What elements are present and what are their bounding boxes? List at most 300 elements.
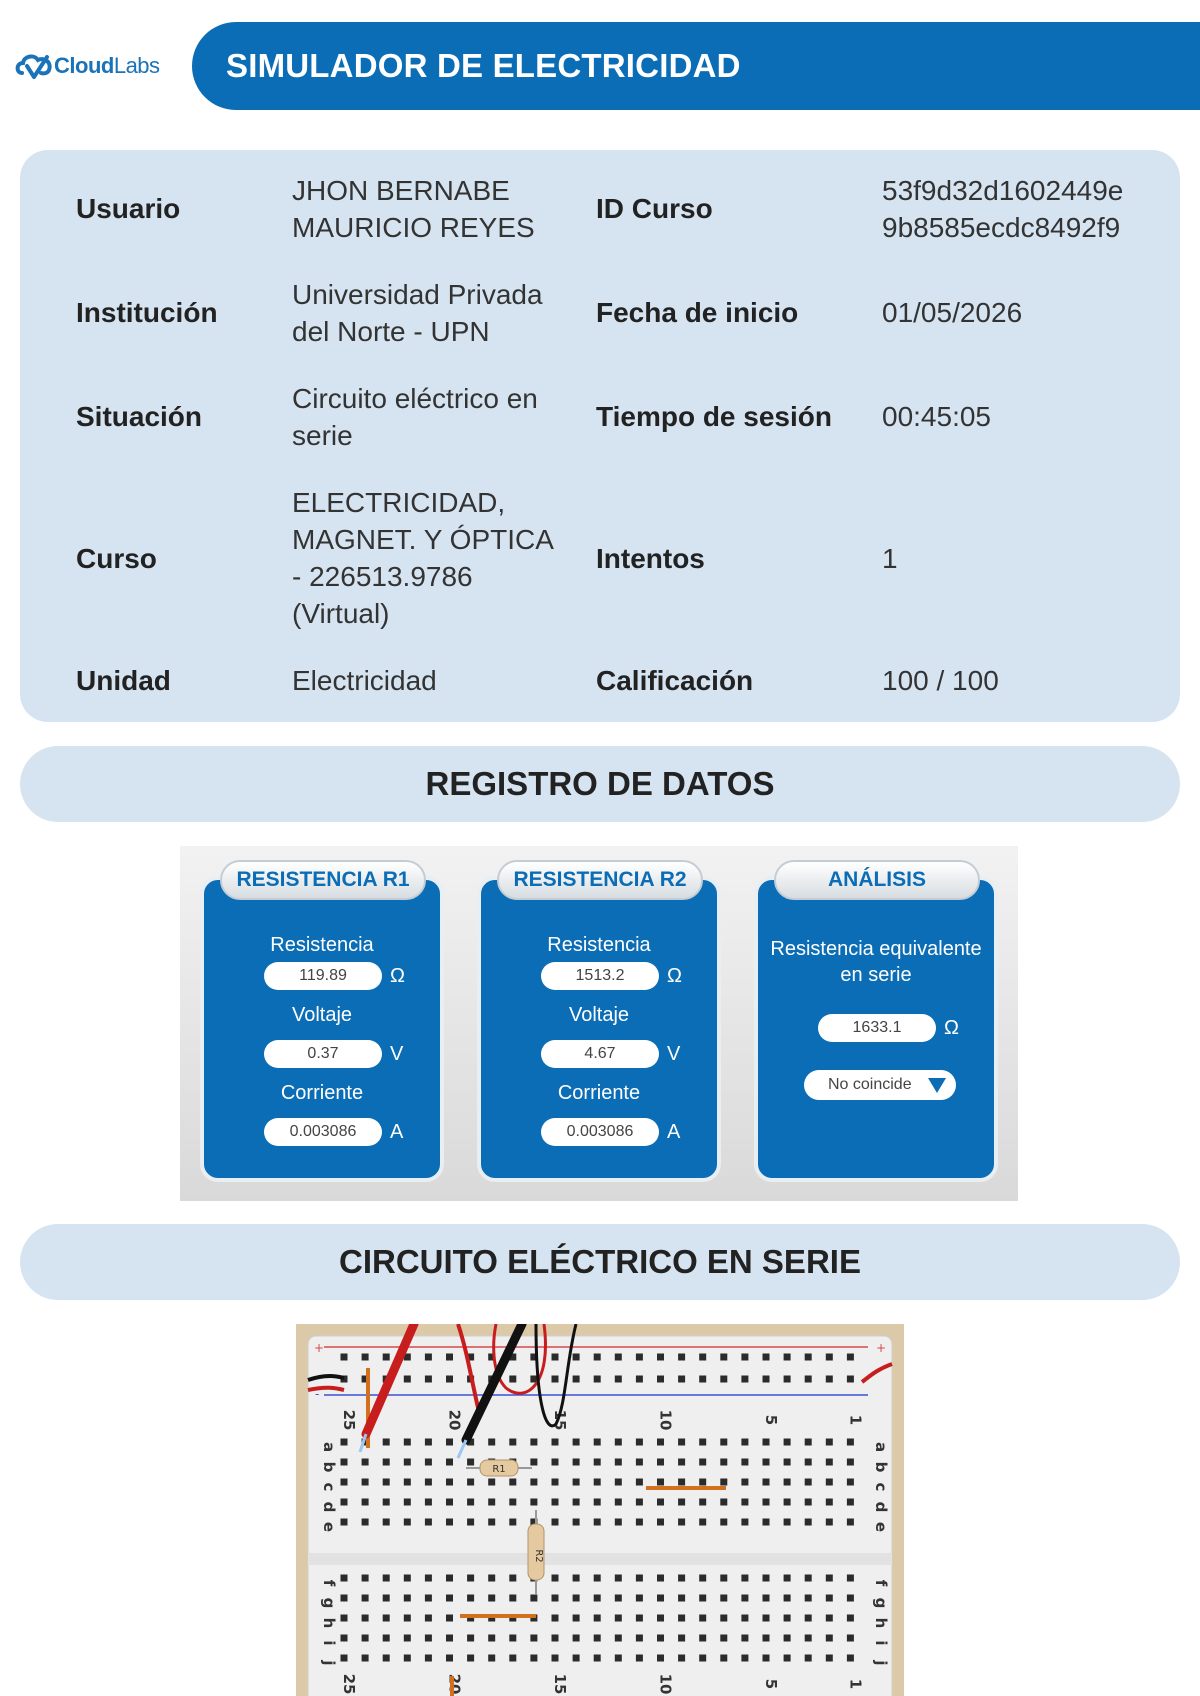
breadboard-hole (552, 1635, 559, 1642)
column-number-bottom: 25 (340, 1673, 358, 1695)
r2-resistencia-input[interactable]: 1513.2 (541, 962, 659, 990)
breadboard-hole (573, 1439, 580, 1446)
breadboard-hole (657, 1479, 664, 1486)
breadboard-hole (404, 1439, 411, 1446)
negative-rail-mark: - (315, 1387, 320, 1401)
breadboard-hole (741, 1615, 748, 1622)
breadboard-hole (720, 1519, 727, 1526)
breadboard-hole (805, 1354, 812, 1361)
cloudlabs-logo (14, 46, 174, 86)
column-number-bottom: 5 (762, 1678, 780, 1690)
breadboard-hole (530, 1655, 537, 1662)
breadboard-hole (826, 1354, 833, 1361)
breadboard-hole (805, 1376, 812, 1383)
breadboard-hole (784, 1595, 791, 1602)
breadboard-hole (741, 1499, 748, 1506)
breadboard-hole (699, 1439, 706, 1446)
breadboard-hole (720, 1439, 727, 1446)
breadboard-hole (530, 1595, 537, 1602)
breadboard-hole (446, 1519, 453, 1526)
row-letter-left: g (320, 1597, 338, 1609)
breadboard-hole (383, 1595, 390, 1602)
breadboard-hole (826, 1376, 833, 1383)
breadboard-hole (741, 1376, 748, 1383)
r2-corriente-label: Corriente (557, 1082, 641, 1104)
breadboard-hole (720, 1595, 727, 1602)
breadboard-hole (552, 1575, 559, 1582)
breadboard-hole (467, 1519, 474, 1526)
breadboard-hole (784, 1615, 791, 1622)
breadboard-hole (847, 1635, 854, 1642)
breadboard-hole (509, 1439, 516, 1446)
breadboard-hole (636, 1376, 643, 1383)
breadboard-hole (826, 1575, 833, 1582)
intentos-value: 1 (882, 543, 898, 574)
cloudlabs-logo-icon (14, 49, 56, 83)
breadboard-hole (552, 1595, 559, 1602)
row-letter-right: g (872, 1597, 890, 1609)
row-letter-right: i (872, 1640, 890, 1646)
breadboard-hole (341, 1519, 348, 1526)
breadboard-hole (699, 1459, 706, 1466)
breadboard-hole (488, 1479, 495, 1486)
row-letter-right: e (872, 1521, 890, 1533)
breadboard-hole (341, 1635, 348, 1642)
breadboard-hole (530, 1635, 537, 1642)
analisis-ohm-unit: Ω (944, 1017, 959, 1039)
breadboard-hole (404, 1519, 411, 1526)
r2-amp-unit: A (667, 1121, 681, 1143)
breadboard-hole (805, 1459, 812, 1466)
breadboard-hole (446, 1595, 453, 1602)
breadboard-hole (763, 1519, 770, 1526)
breadboard-hole (509, 1499, 516, 1506)
breadboard-hole (678, 1479, 685, 1486)
breadboard-hole (362, 1595, 369, 1602)
chevron-down-icon (926, 1075, 948, 1095)
breadboard-hole (636, 1655, 643, 1662)
row-letter-left: b (320, 1461, 338, 1473)
breadboard-hole (467, 1595, 474, 1602)
institucion-label: Institución (76, 297, 218, 328)
breadboard-hole (699, 1575, 706, 1582)
breadboard-hole (467, 1655, 474, 1662)
breadboard-hole (847, 1459, 854, 1466)
breadboard-hole (573, 1479, 580, 1486)
breadboard-hole (657, 1615, 664, 1622)
breadboard-hole (763, 1479, 770, 1486)
red-wire-left (308, 1388, 344, 1390)
column-number-top: 10 (656, 1409, 675, 1431)
unidad-value: Electricidad (292, 665, 437, 696)
breadboard-hole (509, 1376, 516, 1383)
breadboard-hole (341, 1595, 348, 1602)
breadboard-hole (446, 1459, 453, 1466)
breadboard-hole (446, 1655, 453, 1662)
breadboard-hole (362, 1354, 369, 1361)
breadboard-hole (341, 1655, 348, 1662)
breadboard-hole (678, 1635, 685, 1642)
breadboard-hole (826, 1439, 833, 1446)
breadboard-hole (425, 1376, 432, 1383)
breadboard-hole (383, 1499, 390, 1506)
column-number-top: 15 (551, 1409, 569, 1431)
breadboard-hole (573, 1499, 580, 1506)
breadboard-hole (699, 1615, 706, 1622)
breadboard-hole (741, 1519, 748, 1526)
breadboard-hole (805, 1499, 812, 1506)
breadboard-hole (720, 1376, 727, 1383)
row-letter-right: b (872, 1461, 890, 1473)
breadboard-hole (509, 1635, 516, 1642)
calificacion-value: 100 / 100 (882, 665, 999, 696)
breadboard-hole (341, 1459, 348, 1466)
breadboard-hole (741, 1595, 748, 1602)
breadboard-hole (404, 1499, 411, 1506)
breadboard-hole (425, 1635, 432, 1642)
breadboard-hole (763, 1595, 770, 1602)
r1-voltaje-input[interactable]: 0.37 (264, 1040, 382, 1068)
breadboard-hole (552, 1376, 559, 1383)
data-register-panel (180, 846, 1018, 1201)
breadboard-hole (847, 1575, 854, 1582)
breadboard-hole (763, 1615, 770, 1622)
situacion-value: Circuito eléctrico en serie (292, 383, 538, 451)
breadboard-canvas (296, 1324, 904, 1696)
breadboard-hole (552, 1459, 559, 1466)
column-number-bottom: 1 (846, 1678, 865, 1690)
breadboard-hole (509, 1655, 516, 1662)
breadboard-hole (446, 1439, 453, 1446)
row-letter-left: h (320, 1617, 338, 1629)
breadboard-hole (552, 1519, 559, 1526)
breadboard-hole (699, 1499, 706, 1506)
breadboard-hole (636, 1635, 643, 1642)
breadboard-hole (446, 1376, 453, 1383)
breadboard-hole (425, 1354, 432, 1361)
r1-voltaje-label: Voltaje (291, 1004, 353, 1026)
breadboard-hole (425, 1499, 432, 1506)
column-number-bottom: 15 (551, 1673, 569, 1695)
breadboard-hole (763, 1439, 770, 1446)
breadboard-hole (784, 1655, 791, 1662)
row-letter-left: d (320, 1501, 338, 1513)
breadboard-hole (383, 1575, 390, 1582)
logo-wordmark: CloudLabs (54, 53, 160, 78)
breadboard-hole (573, 1615, 580, 1622)
breadboard-hole (467, 1479, 474, 1486)
breadboard-hole (636, 1439, 643, 1446)
breadboard-hole (657, 1354, 664, 1361)
breadboard-hole (847, 1499, 854, 1506)
breadboard-hole (657, 1439, 664, 1446)
row-letter-left: j (320, 1660, 338, 1666)
breadboard-hole (826, 1499, 833, 1506)
breadboard-hole (404, 1575, 411, 1582)
breadboard-hole (805, 1635, 812, 1642)
breadboard-hole (404, 1479, 411, 1486)
breadboard-hole (720, 1354, 727, 1361)
breadboard-hole (594, 1615, 601, 1622)
breadboard-hole (573, 1519, 580, 1526)
breadboard-hole (425, 1459, 432, 1466)
column-number-top: 1 (846, 1414, 865, 1426)
breadboard-hole (657, 1519, 664, 1526)
breadboard-hole (341, 1439, 348, 1446)
analisis-tab[interactable]: ANÁLISIS (774, 860, 980, 900)
breadboard-hole (678, 1575, 685, 1582)
breadboard-hole (805, 1575, 812, 1582)
breadboard-hole (741, 1635, 748, 1642)
registro-section-header: REGISTRO DE DATOS (20, 746, 1180, 822)
breadboard-hole (383, 1459, 390, 1466)
analisis-card (754, 868, 998, 1182)
breadboard-hole (805, 1655, 812, 1662)
header-bar (192, 22, 1200, 110)
breadboard-hole (467, 1635, 474, 1642)
breadboard-hole (425, 1595, 432, 1602)
breadboard-hole (763, 1354, 770, 1361)
breadboard-hole (741, 1459, 748, 1466)
breadboard-hole (784, 1354, 791, 1361)
circuito-section-header: CIRCUITO ELÉCTRICO EN SERIE (20, 1224, 1180, 1300)
institucion-value: Universidad Privada del Norte - UPN (292, 279, 543, 347)
breadboard-hole (383, 1354, 390, 1361)
breadboard-hole (847, 1479, 854, 1486)
breadboard-hole (741, 1655, 748, 1662)
unidad-label: Unidad (76, 665, 171, 696)
breadboard-hole (509, 1519, 516, 1526)
breadboard-hole (573, 1575, 580, 1582)
breadboard-hole (341, 1615, 348, 1622)
breadboard-hole (594, 1499, 601, 1506)
tiempo-sesion-value: 00:45:05 (882, 401, 991, 432)
r1-ohm-unit: Ω (390, 965, 405, 987)
breadboard-hole (573, 1376, 580, 1383)
column-number-bottom: 20 (445, 1673, 464, 1695)
breadboard-hole (552, 1615, 559, 1622)
breadboard-hole (657, 1655, 664, 1662)
breadboard-hole (530, 1479, 537, 1486)
breadboard-hole (636, 1615, 643, 1622)
breadboard-hole (826, 1615, 833, 1622)
breadboard-hole (741, 1439, 748, 1446)
resistencia-r1-tab[interactable]: RESISTENCIA R1 (220, 860, 426, 900)
breadboard-hole (699, 1376, 706, 1383)
breadboard-hole (341, 1575, 348, 1582)
breadboard-hole (552, 1479, 559, 1486)
breadboard-hole (362, 1499, 369, 1506)
page-title: SIMULADOR DE ELECTRICIDAD (226, 47, 741, 84)
resistencia-r2-tab[interactable]: RESISTENCIA R2 (497, 860, 703, 900)
breadboard-hole (678, 1354, 685, 1361)
breadboard-hole (784, 1519, 791, 1526)
breadboard-hole (805, 1615, 812, 1622)
breadboard-hole (383, 1439, 390, 1446)
breadboard-hole (805, 1595, 812, 1602)
breadboard-hole (594, 1655, 601, 1662)
breadboard-hole (720, 1635, 727, 1642)
session-info-panel (20, 150, 1180, 722)
fecha-inicio-label: Fecha de inicio (596, 297, 799, 328)
breadboard-hole (509, 1479, 516, 1486)
breadboard-hole (826, 1635, 833, 1642)
breadboard-hole (763, 1499, 770, 1506)
breadboard-hole (826, 1459, 833, 1466)
row-letter-left: e (320, 1521, 338, 1533)
breadboard-hole (404, 1615, 411, 1622)
breadboard-hole (615, 1655, 622, 1662)
breadboard-hole (509, 1575, 516, 1582)
breadboard-hole (636, 1499, 643, 1506)
breadboard-hole (362, 1615, 369, 1622)
breadboard-hole (425, 1575, 432, 1582)
breadboard-hole (362, 1519, 369, 1526)
row-letter-right: d (872, 1501, 890, 1513)
breadboard-hole (784, 1376, 791, 1383)
r1-resistencia-label: Resistencia (270, 934, 374, 956)
id-curso-value: 53f9d32d1602449e 9b8585ecdc8492f9 (882, 175, 1124, 243)
breadboard-hole (784, 1459, 791, 1466)
r1-label: R1 (492, 1464, 506, 1475)
row-letter-left: c (320, 1482, 338, 1492)
breadboard-hole (573, 1459, 580, 1466)
breadboard-hole (446, 1499, 453, 1506)
breadboard-hole (636, 1519, 643, 1526)
curso-value: ELECTRICIDAD, MAGNET. Y ÓPTICA - 226513.9786 (Virtual) (292, 487, 554, 629)
breadboard-hole (530, 1439, 537, 1446)
breadboard-hole (847, 1439, 854, 1446)
breadboard-hole (530, 1499, 537, 1506)
center-channel (308, 1553, 892, 1565)
breadboard-hole (826, 1595, 833, 1602)
breadboard-hole (720, 1459, 727, 1466)
breadboard-hole (404, 1635, 411, 1642)
breadboard-hole (741, 1575, 748, 1582)
breadboard-hole (383, 1479, 390, 1486)
breadboard-hole (720, 1655, 727, 1662)
positive-rail-mark-right: + (876, 1341, 887, 1355)
breadboard-hole (784, 1439, 791, 1446)
breadboard-hole (657, 1459, 664, 1466)
breadboard-hole (699, 1519, 706, 1526)
breadboard-body (308, 1336, 892, 1696)
breadboard-hole (446, 1479, 453, 1486)
breadboard-hole (509, 1595, 516, 1602)
r2-ohm-unit: Ω (667, 965, 682, 987)
breadboard-hole (488, 1575, 495, 1582)
breadboard-hole (657, 1575, 664, 1582)
breadboard-hole (467, 1499, 474, 1506)
r1-volt-unit: V (390, 1043, 404, 1065)
breadboard-hole (383, 1519, 390, 1526)
breadboard[interactable] (296, 1324, 904, 1696)
breadboard-hole (552, 1354, 559, 1361)
row-letter-left: i (320, 1640, 338, 1646)
column-number-top: 25 (340, 1409, 358, 1431)
breadboard-hole (488, 1439, 495, 1446)
breadboard-hole (552, 1655, 559, 1662)
breadboard-hole (826, 1655, 833, 1662)
r1-corriente-label: Corriente (280, 1082, 364, 1104)
r2-corriente-input[interactable]: 0.003086 (541, 1118, 659, 1146)
breadboard-hole (446, 1354, 453, 1361)
column-number-top: 5 (762, 1414, 780, 1426)
breadboard-hole (341, 1499, 348, 1506)
breadboard-hole (594, 1439, 601, 1446)
breadboard-hole (615, 1479, 622, 1486)
breadboard-hole (383, 1655, 390, 1662)
breadboard-hole (615, 1595, 622, 1602)
breadboard-hole (699, 1354, 706, 1361)
breadboard-hole (615, 1635, 622, 1642)
breadboard-hole (362, 1575, 369, 1582)
breadboard-hole (826, 1519, 833, 1526)
breadboard-hole (615, 1439, 622, 1446)
breadboard-hole (615, 1575, 622, 1582)
breadboard-hole (573, 1635, 580, 1642)
breadboard-hole (805, 1519, 812, 1526)
resistencia-equivalente-input[interactable]: 1633.1 (818, 1014, 936, 1042)
r2-resistencia-label: Resistencia (547, 934, 651, 956)
breadboard-hole (467, 1575, 474, 1582)
breadboard-hole (362, 1459, 369, 1466)
breadboard-hole (573, 1655, 580, 1662)
breadboard-hole (636, 1354, 643, 1361)
breadboard-hole (446, 1615, 453, 1622)
breadboard-hole (636, 1595, 643, 1602)
breadboard-hole (615, 1615, 622, 1622)
breadboard-hole (404, 1459, 411, 1466)
r1-corriente-input[interactable]: 0.003086 (264, 1118, 382, 1146)
breadboard-hole (636, 1479, 643, 1486)
breadboard-hole (678, 1519, 685, 1526)
breadboard-hole (425, 1439, 432, 1446)
breadboard-hole (826, 1479, 833, 1486)
tiempo-sesion-label: Tiempo de sesión (596, 401, 832, 432)
id-curso-label: ID Curso (596, 193, 713, 224)
row-letter-right: h (872, 1617, 890, 1629)
breadboard-hole (805, 1479, 812, 1486)
breadboard-hole (741, 1354, 748, 1361)
breadboard-hole (552, 1499, 559, 1506)
row-letter-right: j (872, 1660, 890, 1666)
breadboard-hole (594, 1635, 601, 1642)
breadboard-hole (847, 1519, 854, 1526)
breadboard-hole (657, 1595, 664, 1602)
breadboard-hole (847, 1354, 854, 1361)
fecha-inicio-value: 01/05/2026 (882, 297, 1023, 328)
breadboard-hole (425, 1655, 432, 1662)
breadboard-hole (847, 1376, 854, 1383)
breadboard-hole (657, 1635, 664, 1642)
breadboard-hole (763, 1459, 770, 1466)
coincidence-select[interactable]: No coincide (804, 1070, 956, 1100)
breadboard-hole (784, 1479, 791, 1486)
breadboard-hole (847, 1655, 854, 1662)
breadboard-hole (383, 1635, 390, 1642)
breadboard-hole (699, 1655, 706, 1662)
r2-voltaje-label: Voltaje (568, 1004, 630, 1026)
breadboard-hole (615, 1459, 622, 1466)
r1-resistencia-input[interactable]: 119.89 (264, 962, 382, 990)
breadboard-hole (446, 1635, 453, 1642)
breadboard-hole (594, 1519, 601, 1526)
r2-voltaje-input[interactable]: 4.67 (541, 1040, 659, 1068)
resistencia-r2-card (477, 868, 721, 1182)
breadboard-hole (678, 1439, 685, 1446)
breadboard-hole (594, 1595, 601, 1602)
